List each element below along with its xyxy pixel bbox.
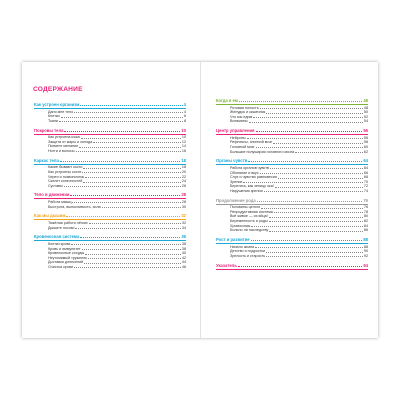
section-title: Органы чувств	[216, 158, 248, 164]
toc-section-heading[interactable]	[216, 237, 368, 244]
item-page: 26	[181, 183, 186, 188]
toc-item-list	[34, 135, 186, 153]
leader-dots	[274, 212, 363, 213]
item-page: 58	[363, 140, 368, 145]
leader-dots	[264, 191, 363, 192]
leader-dots	[266, 256, 363, 257]
leader-dots	[257, 201, 363, 202]
toc-item-list	[34, 242, 186, 270]
toc-section-heading[interactable]	[216, 158, 368, 165]
leader-dots	[88, 258, 181, 259]
leader-dots	[249, 122, 363, 123]
item-page: 38	[181, 246, 186, 251]
leader-dots	[89, 223, 181, 224]
leader-dots	[61, 117, 183, 118]
item-label: Очистка крови	[48, 264, 73, 269]
item-page: 92	[363, 253, 368, 258]
item-label: Половины целого	[230, 205, 261, 210]
item-page: 36	[181, 242, 186, 246]
toc-section-heading[interactable]	[34, 158, 186, 165]
item-page: 72	[363, 184, 368, 189]
item-label: Клетки крови	[48, 242, 71, 246]
leader-dots	[70, 195, 180, 196]
item-page: 48	[363, 105, 368, 110]
section-page: 32	[181, 213, 186, 219]
leader-dots	[83, 182, 181, 183]
item-label: Тяжёлая работа лёгких	[48, 221, 88, 226]
item-label: Кровеносные сосуды	[48, 251, 85, 256]
item-page: 18	[181, 165, 186, 170]
leader-dots	[256, 147, 363, 148]
leader-dots	[269, 231, 363, 232]
item-label: Какие бывают кости	[48, 165, 83, 170]
item-label: Обоняние и вкус	[230, 170, 259, 175]
toc-item[interactable]	[216, 228, 368, 233]
item-label: Клетки	[48, 114, 60, 119]
item-label: Начало жизни	[230, 244, 255, 249]
item-label: Пигмент меланин	[48, 144, 79, 149]
item-page: 80	[363, 214, 368, 219]
item-label: Что мы едим	[230, 114, 253, 119]
toc-section	[34, 102, 186, 123]
item-page: 82	[363, 219, 368, 224]
toc-section	[34, 213, 186, 230]
item-page: 32	[181, 221, 186, 226]
toc-section	[216, 98, 368, 124]
item-label: Головной мозг	[230, 144, 255, 149]
item-page: 64	[363, 165, 368, 170]
leader-dots	[64, 186, 181, 187]
toc-item[interactable]	[34, 265, 186, 270]
toc-section-heading[interactable]	[34, 102, 186, 109]
section-page: 88	[363, 237, 368, 242]
leader-dots	[253, 117, 363, 118]
item-page: 8	[183, 118, 186, 123]
toc-item-list	[34, 110, 186, 124]
toc-item[interactable]	[216, 254, 368, 259]
item-page: 44	[181, 260, 186, 265]
item-page: 66	[363, 170, 368, 175]
item-page: 14	[181, 144, 186, 149]
leader-dots	[256, 131, 363, 132]
item-page: 40	[181, 251, 186, 256]
section-title: Рост и развитие	[216, 237, 250, 242]
toc-section-heading[interactable]	[216, 263, 368, 270]
item-label: Зрение	[230, 179, 243, 184]
item-page: 56	[363, 135, 368, 140]
toc-section	[216, 158, 368, 193]
item-page: 4	[183, 109, 186, 114]
leader-dots	[59, 121, 183, 122]
item-label: Нарушения зрения	[230, 188, 263, 193]
item-page: 24	[181, 179, 186, 184]
leader-dots	[248, 161, 362, 162]
toc-item-list	[216, 106, 368, 124]
leader-dots	[251, 240, 363, 241]
section-page: 10	[181, 127, 186, 133]
toc-column-right	[216, 98, 368, 274]
item-page: 34	[181, 225, 186, 230]
leader-dots	[93, 142, 181, 143]
toc-item[interactable]	[34, 205, 186, 210]
item-page: 84	[363, 223, 368, 228]
leader-dots	[270, 168, 363, 169]
section-page: 18	[181, 157, 186, 163]
item-label: Защита от жары и холода	[48, 139, 93, 144]
leader-dots	[79, 147, 181, 148]
item-label: Рефлексы, спинной мозг	[230, 140, 273, 145]
leader-dots	[85, 177, 181, 178]
item-label: Хромосомы	[230, 223, 251, 228]
item-page: 52	[363, 114, 368, 119]
leader-dots	[243, 182, 362, 183]
leader-dots	[60, 161, 181, 162]
item-page: 68	[363, 175, 368, 180]
leader-dots	[64, 131, 180, 132]
item-page: 16	[181, 148, 186, 153]
section-page: 94	[363, 262, 368, 268]
toc-item[interactable]	[216, 189, 368, 194]
section-title: Тело в движении	[34, 192, 70, 198]
item-label: Желудок и кишечник	[230, 110, 266, 115]
item-label: Как устроена кожа	[48, 135, 80, 140]
item-label: Ротовая полость	[230, 105, 259, 110]
leader-dots	[85, 254, 181, 255]
leader-dots	[239, 101, 363, 102]
section-page: 56	[363, 128, 368, 134]
leader-dots	[255, 247, 363, 248]
toc-section-heading[interactable]	[34, 213, 186, 220]
item-label: Быстрота, выносливость, сила	[48, 204, 101, 209]
section-title: Когда я ем	[216, 98, 238, 103]
toc-item-list	[216, 166, 368, 194]
leader-dots	[80, 105, 182, 106]
section-title: Как мы дышим	[34, 213, 66, 219]
toc-item[interactable]	[34, 184, 186, 189]
leader-dots	[82, 249, 181, 250]
item-label: Всё живое — из яйца!	[230, 214, 268, 219]
toc-section-heading[interactable]	[34, 234, 186, 241]
toc-column-left	[34, 102, 186, 274]
item-label: Как устроены кости	[48, 169, 82, 174]
leader-dots	[102, 207, 181, 208]
toc-item-list	[216, 205, 368, 233]
item-page: 54	[363, 119, 368, 124]
section-title: Центр управления	[216, 128, 255, 134]
leader-dots	[84, 263, 181, 264]
item-label: Слух и чувство равновесия	[230, 175, 277, 180]
item-page: 90	[363, 249, 368, 254]
toc-item[interactable]	[216, 150, 368, 155]
leader-dots	[247, 138, 363, 139]
item-page: 76	[363, 205, 368, 210]
item-page: 30	[181, 204, 186, 209]
leader-dots	[76, 151, 181, 152]
item-label: Беременность и роды	[230, 219, 268, 224]
leader-dots	[238, 266, 362, 267]
section-title: Покровы тела	[34, 127, 64, 133]
toc-item-list	[216, 245, 368, 259]
item-label: Большие полушария головного мозга	[230, 149, 295, 154]
toc-section	[34, 158, 186, 189]
leader-dots	[80, 237, 180, 238]
item-label: Ногти и волосы	[48, 148, 75, 153]
leader-dots	[261, 208, 363, 209]
toc-item-list	[34, 221, 186, 230]
item-page: 60	[363, 144, 368, 149]
item-page: 12	[181, 139, 186, 144]
item-label: Детство и подростки	[230, 249, 266, 254]
toc-item-list	[34, 165, 186, 188]
item-page: 28	[181, 200, 186, 205]
toc-section-heading[interactable]	[216, 128, 368, 135]
toc-item[interactable]	[216, 119, 368, 124]
leader-dots	[275, 187, 363, 188]
item-label: Дышите носом!	[48, 225, 75, 230]
item-label: Ткани	[48, 118, 58, 123]
toc-section	[34, 234, 186, 269]
page-title: СОДЕРЖАНИЕ	[33, 86, 83, 93]
leader-dots	[83, 168, 181, 169]
toc-section	[216, 198, 368, 233]
item-page: 46	[181, 264, 186, 269]
leader-dots	[269, 221, 363, 222]
leader-dots	[66, 216, 180, 217]
section-page: 4	[183, 102, 186, 107]
page-gutter	[200, 62, 201, 338]
leader-dots	[260, 173, 363, 174]
item-label: Скелет конечностей	[48, 179, 83, 184]
item-label: Работа мышц	[48, 200, 72, 205]
leader-dots	[82, 172, 181, 173]
section-page: 76	[363, 197, 368, 203]
leader-dots	[74, 112, 183, 113]
item-page: 22	[181, 174, 186, 179]
item-page: 42	[181, 255, 186, 260]
leader-dots	[81, 138, 181, 139]
section-page: 48	[363, 98, 368, 103]
item-label: Дано мне тело	[48, 109, 74, 114]
section-title: Кровеносная система	[34, 234, 80, 240]
toc-section	[216, 128, 368, 154]
leader-dots	[278, 178, 363, 179]
leader-dots	[260, 108, 363, 109]
item-label: Больно ли наследству	[230, 228, 269, 233]
book-spread	[22, 62, 378, 338]
item-label: Витамины	[230, 119, 248, 124]
item-page: 20	[181, 169, 186, 174]
toc-item[interactable]	[34, 149, 186, 154]
leader-dots	[266, 252, 363, 253]
leader-dots	[269, 217, 363, 218]
leader-dots	[273, 143, 363, 144]
item-label: Репродуктивная система	[230, 209, 273, 214]
toc-section-heading[interactable]	[216, 98, 368, 105]
toc-section	[34, 128, 186, 154]
item-page: 6	[183, 114, 186, 119]
leader-dots	[75, 228, 180, 229]
section-title: Продолжение рода	[216, 197, 256, 203]
toc-item[interactable]	[34, 226, 186, 231]
item-page: 62	[363, 149, 368, 154]
toc-item[interactable]	[34, 119, 186, 124]
toc-section-heading[interactable]	[34, 192, 186, 199]
item-page: 88	[363, 244, 368, 249]
toc-section-heading[interactable]	[216, 198, 368, 205]
item-label: Суставы	[48, 183, 63, 188]
leader-dots	[71, 244, 181, 245]
section-title: Каркас тела	[34, 157, 59, 163]
item-label: Работа органов чувств	[230, 165, 269, 170]
item-page: 50	[363, 110, 368, 115]
section-page: 28	[181, 192, 186, 198]
item-label: Нейроны	[230, 135, 246, 140]
leader-dots	[295, 152, 363, 153]
item-label: Зрелость и старость	[230, 253, 266, 258]
item-label: Неутомимый труженик	[48, 255, 87, 260]
section-page: 36	[181, 234, 186, 240]
item-page: 74	[363, 188, 368, 193]
toc-item-list	[34, 200, 186, 209]
item-label: Берегись, как зеницу ока!	[230, 184, 274, 189]
item-page: 10	[181, 135, 186, 140]
item-page: 78	[363, 209, 368, 214]
toc-item-list	[216, 136, 368, 154]
leader-dots	[266, 113, 363, 114]
leader-dots	[251, 226, 363, 227]
toc-section-heading[interactable]	[34, 128, 186, 135]
leader-dots	[72, 202, 180, 203]
item-page: 86	[363, 228, 368, 233]
item-label: Кровь и иммунитет	[48, 246, 81, 251]
section-page: 64	[363, 158, 368, 164]
leader-dots	[74, 267, 181, 268]
toc-section	[216, 263, 368, 270]
section-title: Как устроен организм	[34, 102, 80, 107]
item-label: Череп и позвоночник	[48, 174, 85, 179]
item-page: 70	[363, 179, 368, 184]
item-label: Доставка донесений	[48, 260, 84, 265]
toc-section	[216, 237, 368, 258]
toc-section	[34, 192, 186, 209]
section-title: Указатель	[216, 262, 237, 268]
